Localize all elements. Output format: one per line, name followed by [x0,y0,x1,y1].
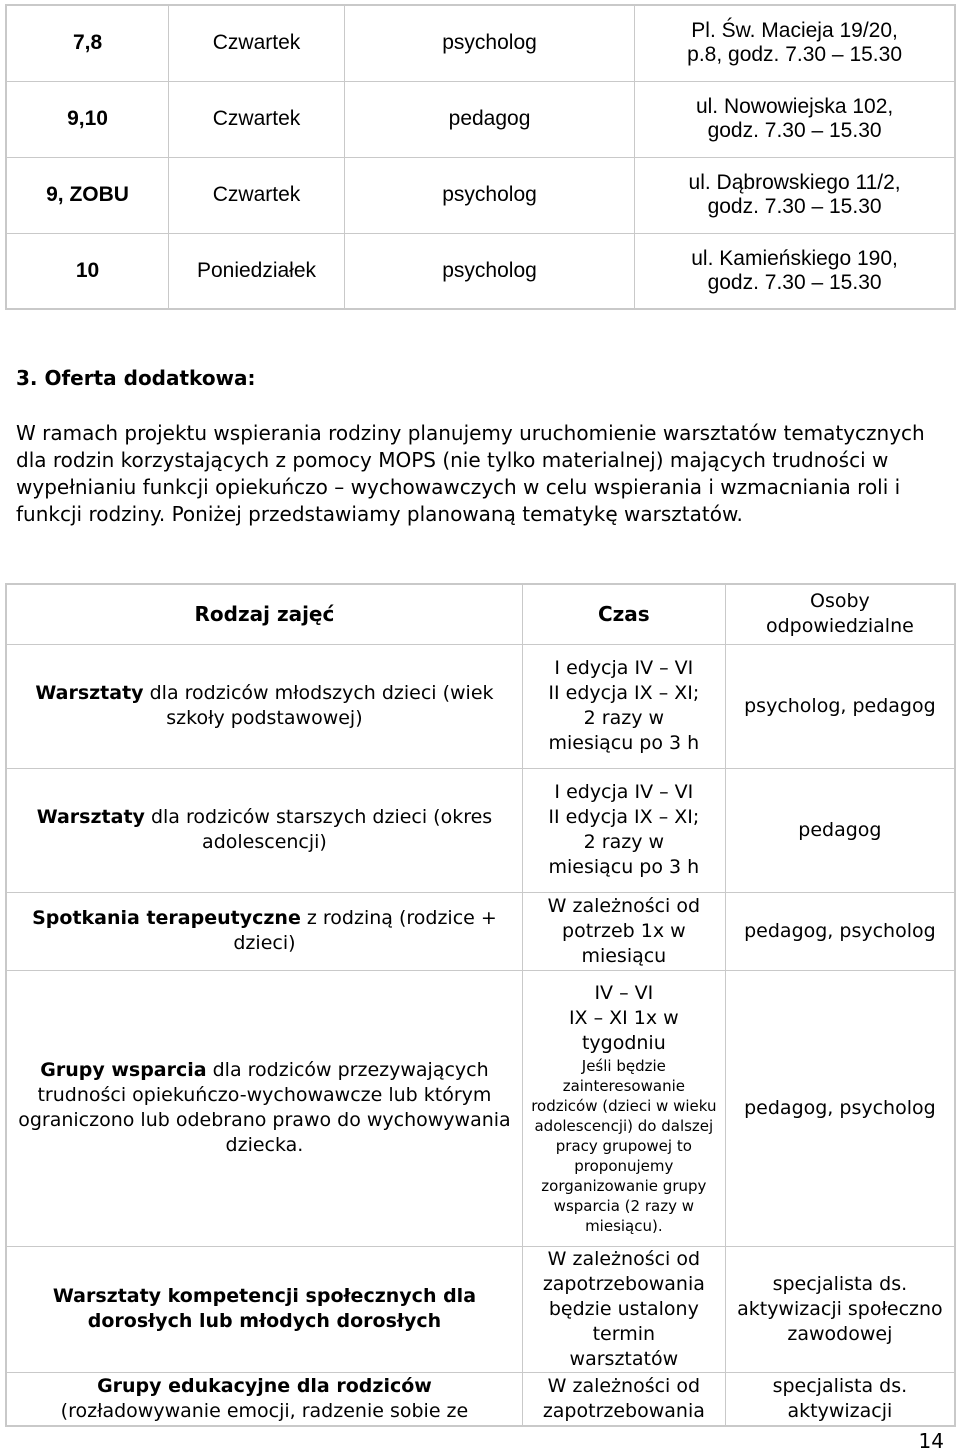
workshop-persons: specjalista ds. aktywizacji społeczno zawodowej [725,1246,955,1372]
table-header-row [6,584,955,644]
table-row [6,5,955,81]
group-number: 9,10 [6,81,169,157]
group-number: 9, ZOBU [6,157,169,233]
workshop-persons: pedagog, psycholog [725,970,955,1246]
section-heading: 3. Oferta dodatkowa: [16,366,256,390]
group-number: 7,8 [6,5,169,81]
specialist-role: psycholog [344,233,634,309]
location: ul. Nowowiejska 102, godz. 7.30 – 15.30 [635,81,955,157]
workshop-time: I edycja IV – VI II edycja IX – XI; 2 razy w miesiącu po 3 h [522,768,725,892]
weekday: Czwartek [169,157,345,233]
workshop-persons: specjalista ds. aktywizacji [725,1372,955,1426]
time-note: Jeśli będzie zainteresowanie rodziców (dzieci w wieku adolescencji) do dalszej pracy grupowej to proponujemy zorganizowanie grupy wsparcia (2 razy w miesiącu). [531,1056,717,1235]
table-row [6,233,955,309]
workshop-time: IV – VI IX – XI 1x w tygodniu Jeśli będzie zainteresowanie rodziców (dzieci w wieku adolescencji) do dalszej pracy grupowej to proponujemy zorganizowanie grupy wsparcia (2 razy w miesiącu). [522,970,725,1246]
workshop-type: Warsztaty dla rodziców starszych dzieci (okres adolescencji) [6,768,522,892]
specialist-role: psycholog [344,157,634,233]
workshop-time: I edycja IV – VI II edycja IX – XI; 2 razy w miesiącu po 3 h [522,644,725,768]
schedule-table [5,4,956,310]
workshop-type: Warsztaty dla rodziców młodszych dzieci (wiek szkoły podstawowej) [6,644,522,768]
header-type: Rodzaj zajęć [6,584,522,644]
table-row [6,644,955,768]
workshop-persons: pedagog [725,768,955,892]
header-time: Czas [522,584,725,644]
weekday: Czwartek [169,81,345,157]
workshop-type: Warsztaty kompetencji społecznych dla dorosłych lub młodych dorosłych [6,1246,522,1372]
table-row [6,970,955,1246]
table-row [6,1372,955,1426]
specialist-role: psycholog [344,5,634,81]
weekday: Poniedziałek [169,233,345,309]
page-number: 14 [918,1429,944,1453]
location: Pl. Św. Macieja 19/20, p.8, godz. 7.30 – 15.30 [635,5,955,81]
table-row [6,157,955,233]
intro-paragraph: W ramach projektu wspierania rodziny planujemy uruchomienie warsztatów tematycznych dla rodzin korzystających z pomocy MOPS (nie tylko materialnej) mających trudności w wypełnianiu funkcji opiekuńczo – wychowawczych w celu wspierania i wzmacniania roli i funkcji rodziny. Poniżej przedstawiamy planowaną tematykę warsztatów. [16,421,925,526]
table-row [6,768,955,892]
workshop-persons: pedagog, psycholog [725,892,955,970]
workshop-time: W zależności od potrzeb 1x w miesiącu [522,892,725,970]
workshop-type: Grupy edukacyjne dla rodziców (rozładowywanie emocji, radzenie sobie ze [6,1372,522,1426]
workshops-table [5,583,956,1427]
location: ul. Dąbrowskiego 11/2, godz. 7.30 – 15.30 [635,157,955,233]
weekday: Czwartek [169,5,345,81]
workshop-time: W zależności od zapotrzebowania będzie ustalony termin warsztatów [522,1246,725,1372]
workshop-time: W zależności od zapotrzebowania [522,1372,725,1426]
header-persons: Osoby odpowiedzialne [725,584,955,644]
workshop-type: Grupy wsparcia dla rodziców przezywających trudności opiekuńczo-wychowawcze lub którym ograniczono lub odebrano prawo do wychowywania dziecka. [6,970,522,1246]
workshop-persons: psycholog, pedagog [725,644,955,768]
table-row [6,892,955,970]
group-number: 10 [6,233,169,309]
table-row [6,1246,955,1372]
table-row [6,81,955,157]
specialist-role: pedagog [344,81,634,157]
workshop-type: Spotkania terapeutyczne z rodziną (rodzice + dzieci) [6,892,522,970]
location: ul. Kamieńskiego 190, godz. 7.30 – 15.30 [635,233,955,309]
